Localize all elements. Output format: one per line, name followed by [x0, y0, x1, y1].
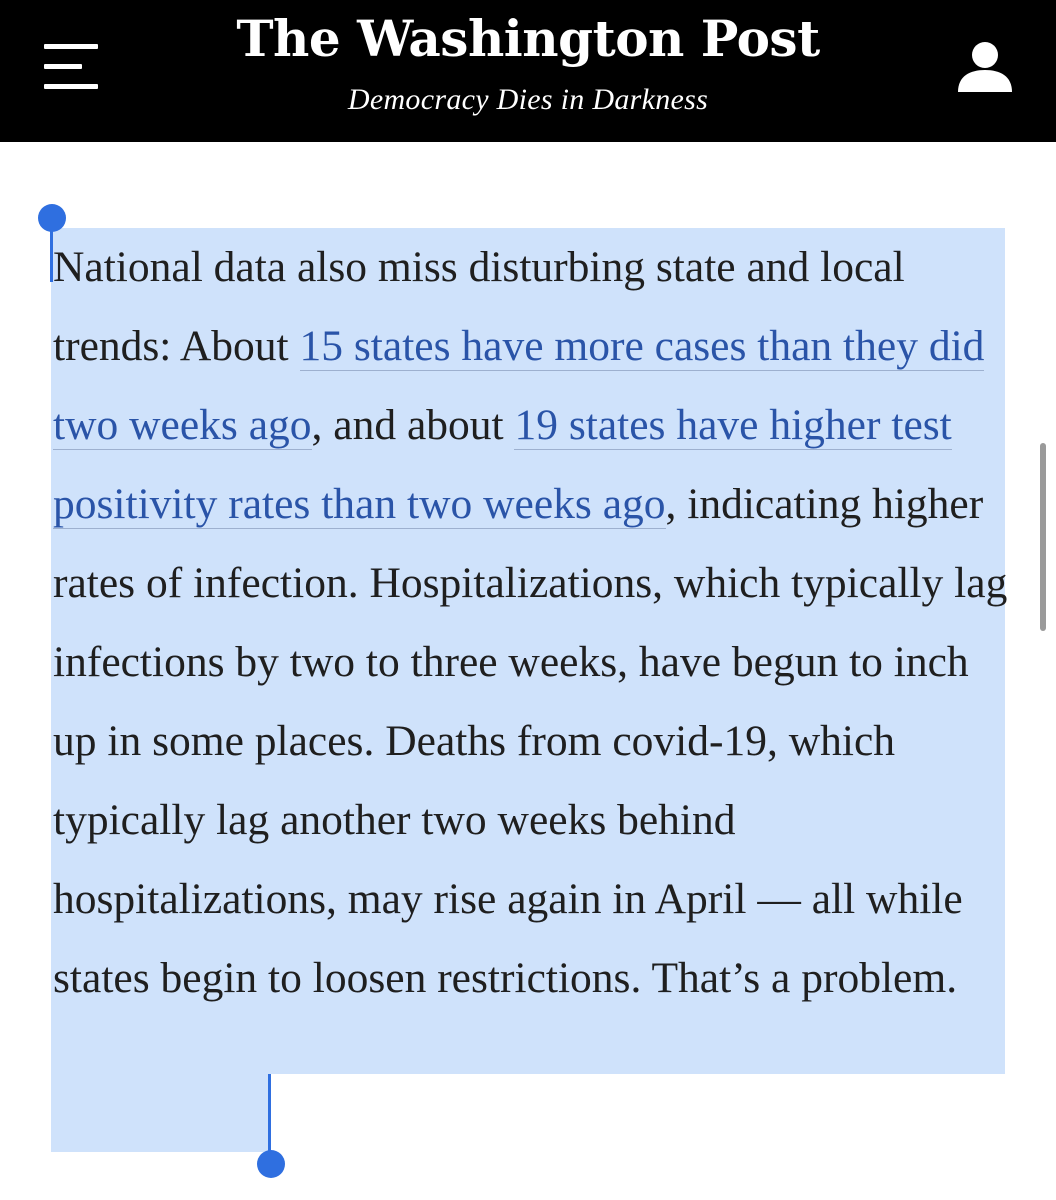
selection-end-caret — [268, 1074, 271, 1158]
link-19-states-higher-positivity[interactable]: 19 states have higher test positivity rates than two weeks ago — [53, 401, 952, 528]
site-tagline: Democracy Dies in Darkness — [347, 83, 709, 116]
site-header — [0, 0, 1056, 142]
paragraph-text-3: , indicating higher rates of infection. Hospitalizations, which typically lag infections by two to three weeks, have begun to inch up in some places. Deaths from covid-19, which typically lag another two weeks behind hospitalizations, may rise again in April — all while states begin to loosen restrictions. That’s a problem. — [53, 480, 1008, 1002]
article-paragraph — [53, 228, 1013, 1018]
paragraph-text-2: , and about — [311, 401, 515, 449]
selection-end-handle[interactable] — [257, 1150, 285, 1178]
text-selection-highlight-last-line — [51, 1074, 271, 1152]
user-account-icon[interactable] — [956, 40, 1014, 94]
scrollbar-thumb[interactable] — [1040, 443, 1046, 631]
link-15-states-more-cases[interactable]: 15 states have more cases than they did two weeks ago — [53, 322, 985, 449]
paragraph-text-1: National data also miss disturbing state and local trends: About — [53, 243, 905, 370]
selection-start-caret — [50, 222, 53, 282]
article-body — [53, 228, 1013, 1018]
site-logo[interactable]: The Washington Post — [236, 9, 820, 68]
